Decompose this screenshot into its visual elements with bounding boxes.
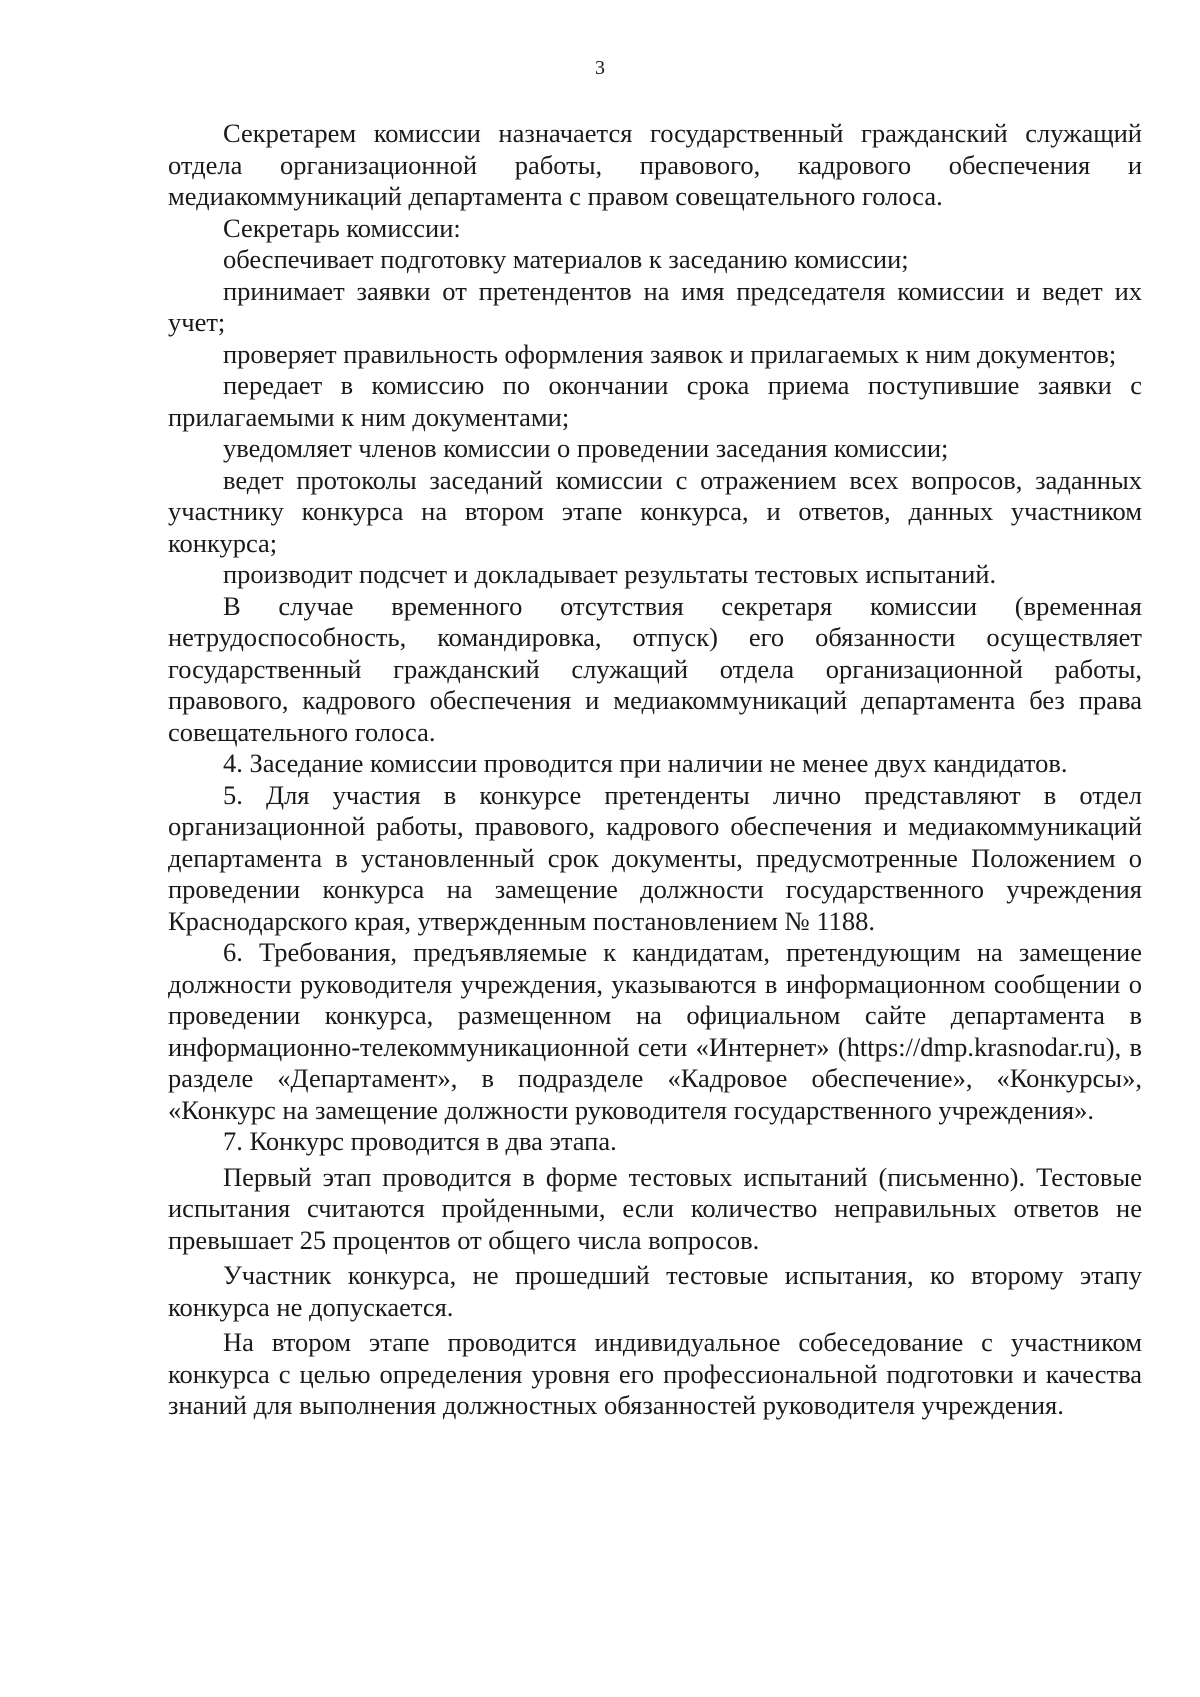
paragraph-duty-applications: принимает заявки от претендентов на имя председателя комиссии и ведет их учет; — [168, 275, 1142, 337]
paragraph-item-7: 7. Конкурс проводится в два этапа. — [223, 1126, 617, 1156]
paragraph-duty-transfer: передает в комиссию по окончании срока приема поступившие заявки с прилагаемыми к ним документами; — [168, 370, 1142, 432]
paragraph-secretary-appointment: Секретарем комиссии назначается государственный гражданский служащий отдела организационной работы, правового, кадрового обеспечения и медиакоммуникаций департамента с правом совещательного голоса. — [168, 118, 1142, 211]
page-number: 3 — [595, 57, 605, 79]
paragraph-secretary-duties-heading: Секретарь комиссии: — [223, 212, 461, 243]
paragraph-duty-verification: проверяет правильность оформления заявок и прилагаемых к ним документов; — [223, 338, 1117, 369]
paragraph-item-4: 4. Заседание комиссии проводится при наличии не менее двух кандидатов. — [223, 748, 1068, 778]
paragraph-item-5: 5. Для участия в конкурсе претенденты лично представляют в отдел организационной работы, правового, кадрового обеспечения и медиакоммуникаций департамента в установленный срок документы, предусмотренные Положением о проведении конкурса на замещение должности государственного учреждения Краснодарского края, утвержденным постановлением № 1188. — [168, 779, 1142, 936]
paragraph-duty-materials: обеспечивает подготовку материалов к заседанию комиссии; — [223, 244, 909, 274]
paragraph-secretary-absence: В случае временного отсутствия секретаря комиссии (временная нетрудоспособность, командировка, отпуск) его обязанности осуществляет государственный гражданский служащий отдела организационной работы, правового, кадрового обеспечения и медиакоммуникаций департамента без права совещательного голоса. — [168, 590, 1142, 747]
paragraph-duty-notification: уведомляет членов комиссии о проведении заседания комиссии; — [223, 433, 949, 463]
paragraph-first-stage: Первый этап проводится в форме тестовых испытаний (письменно). Тестовые испытания считаются пройденными, если количество неправильных ответов не превышает 25 процентов от общего числа вопросов. — [168, 1161, 1142, 1255]
document-body — [168, 118, 1142, 1422]
paragraph-duty-protocols: ведет протоколы заседаний комиссии с отражением всех вопросов, заданных участнику конкурса на втором этапе конкурса, и ответов, данных участником конкурса; — [168, 464, 1142, 558]
paragraph-not-admitted: Участник конкурса, не прошедший тестовые испытания, ко второму этапу конкурса не допускается. — [168, 1260, 1142, 1322]
paragraph-second-stage: На втором этапе проводится индивидуальное собеседование с участником конкурса с целью определения уровня его профессиональной подготовки и качества знаний для выполнения должностных обязанностей руководителя учреждения. — [168, 1327, 1142, 1420]
paragraph-duty-results: производит подсчет и докладывает результаты тестовых испытаний. — [223, 559, 997, 589]
paragraph-item-6: 6. Требования, предъявляемые к кандидатам, претендующим на замещение должности руководителя учреждения, указываются в информационном сообщении о проведении конкурса, размещенном на официальном сайте департамента в информационно-телекоммуникационной сети «Интернет» (https://dmp.krasnodar.ru), в разделе «Департамент», в подразделе «Кадровое обеспечение», «Конкурсы», «Конкурс на замещение должности руководителя государственного учреждения». — [168, 937, 1142, 1125]
